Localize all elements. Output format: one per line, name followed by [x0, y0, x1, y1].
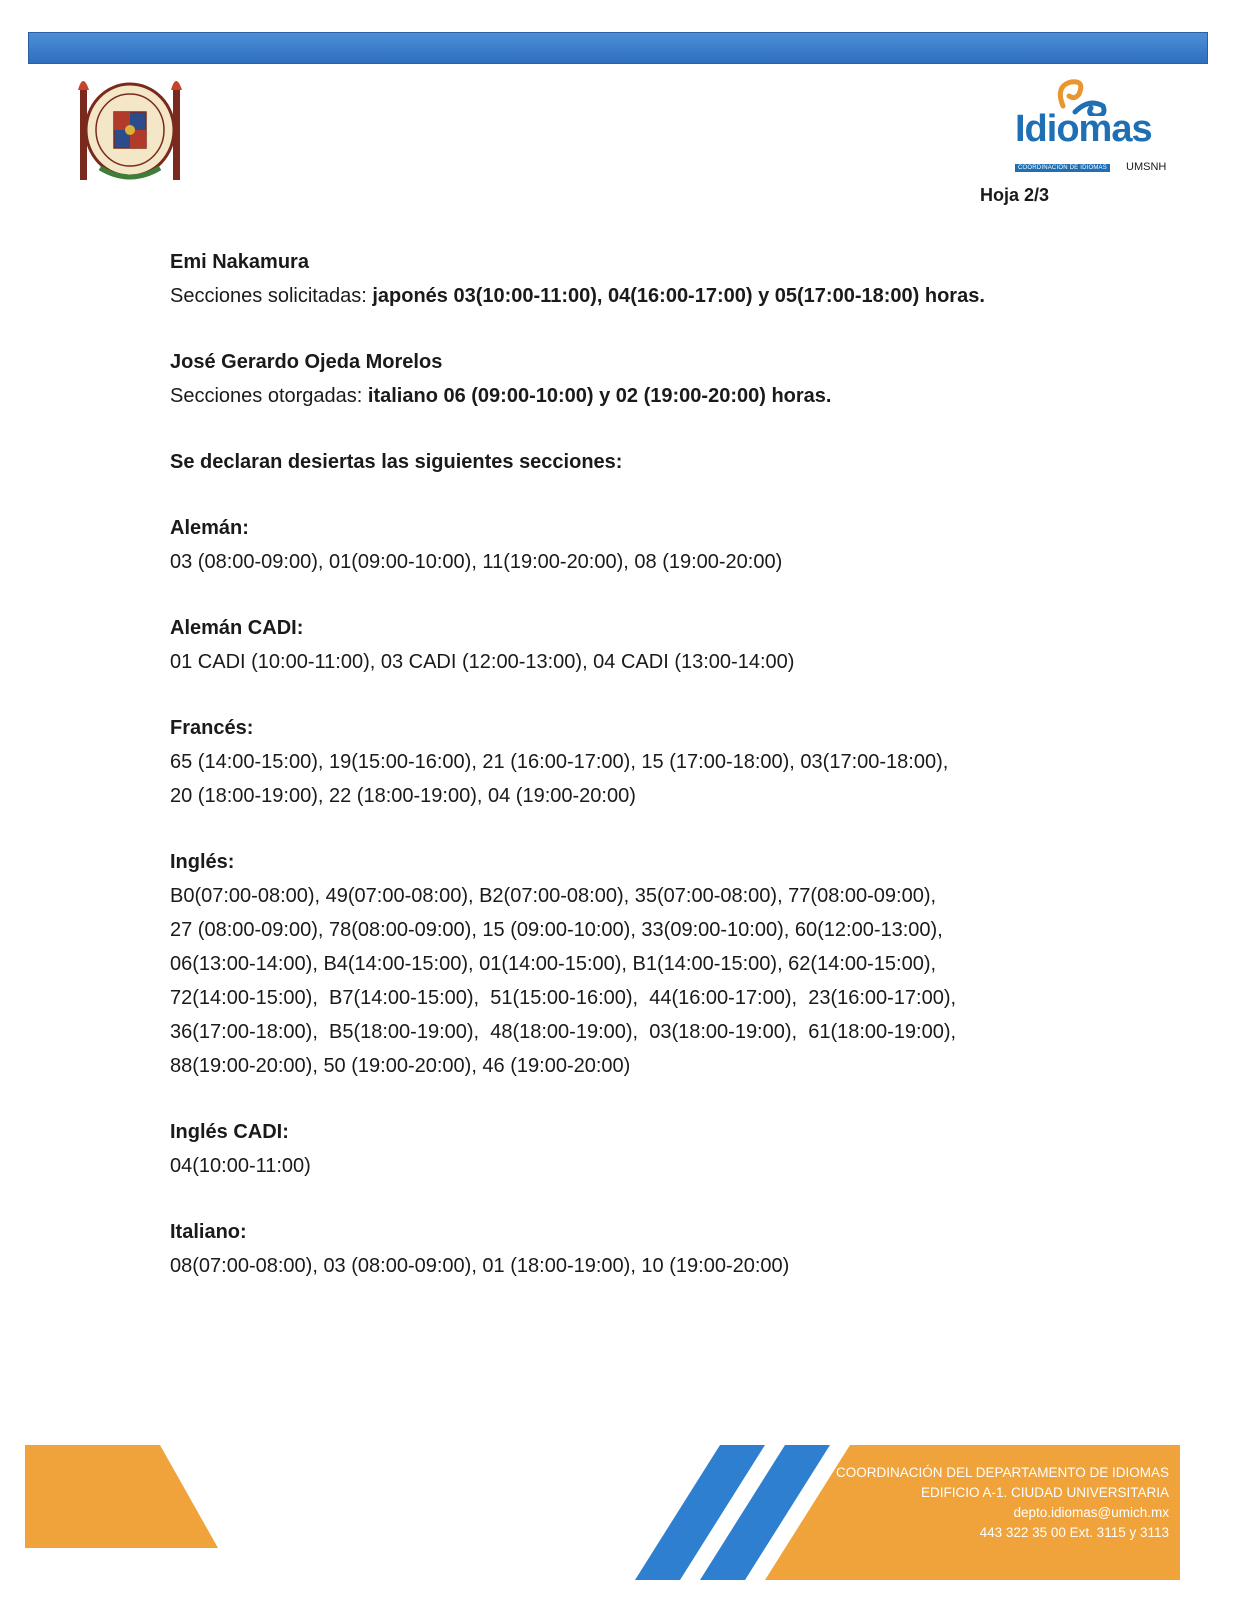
- person-sections: [170, 279, 1070, 313]
- language-title: Inglés CADI:: [170, 1121, 289, 1143]
- header-bar: [28, 32, 1208, 64]
- sections-line: 04(10:00-11:00): [170, 1155, 311, 1177]
- language-aleman: [170, 511, 1070, 579]
- language-title: Francés:: [170, 717, 254, 739]
- logo-subtitle: COORDINACIÓN DE IDIOMAS: [1015, 164, 1110, 172]
- footer-phone: 443 322 35 00 Ext. 3115 y 3113: [979, 1525, 1169, 1540]
- language-title: Alemán CADI:: [170, 617, 304, 639]
- sections-line: 36(17:00-18:00), B5(18:00-19:00), 48(18:00-19:00), 03(18:00-19:00), 61(18:00-19:00),: [170, 1021, 957, 1043]
- language-frances: [170, 711, 1070, 813]
- sections-line: 65 (14:00-15:00), 19(15:00-16:00), 21 (16:00-17:00), 15 (17:00-18:00), 03(17:00-18:00),: [170, 751, 949, 773]
- logo-wordmark: Idiomas: [1015, 108, 1152, 150]
- sections-label: Secciones solicitadas:: [170, 285, 373, 307]
- person-name: Emi Nakamura: [170, 251, 309, 273]
- language-title: Alemán:: [170, 517, 249, 539]
- document-body: [170, 245, 1070, 1315]
- sections-line: 08(07:00-08:00), 03 (08:00-09:00), 01 (18:00-19:00), 10 (19:00-20:00): [170, 1255, 790, 1277]
- footer-orange-left: [25, 1445, 218, 1548]
- sections-label: Secciones otorgadas:: [170, 385, 368, 407]
- sections-line: 20 (18:00-19:00), 22 (18:00-19:00), 04 (19:00-20:00): [170, 785, 636, 807]
- page-indicator: Hoja 2/3: [980, 185, 1050, 205]
- footer-line: EDIFICIO A-1. CIUDAD UNIVERSITARIA: [920, 1485, 1169, 1500]
- person-sections: [170, 379, 1070, 413]
- sections-line: 01 CADI (10:00-11:00), 03 CADI (12:00-13:00), 04 CADI (13:00-14:00): [170, 651, 795, 673]
- person-entry: [170, 245, 1070, 313]
- sections-line: 27 (08:00-09:00), 78(08:00-09:00), 15 (09:00-10:00), 33(09:00-10:00), 60(12:00-13:00),: [170, 919, 943, 941]
- person-name: José Gerardo Ojeda Morelos: [170, 351, 443, 373]
- sections-line: 06(13:00-14:00), B4(14:00-15:00), 01(14:00-15:00), B1(14:00-15:00), 62(14:00-15:00),: [170, 953, 937, 975]
- sections-line: 72(14:00-15:00), B7(14:00-15:00), 51(15:00-16:00), 44(16:00-17:00), 23(16:00-17:00),: [170, 987, 957, 1009]
- sections-value: italiano 06 (09:00-10:00) y 02 (19:00-20:00) horas.: [367, 385, 832, 407]
- sections-line: 88(19:00-20:00), 50 (19:00-20:00), 46 (19:00-20:00): [170, 1055, 631, 1077]
- idiomas-logo: [1015, 76, 1185, 176]
- language-aleman-cadi: [170, 611, 1070, 679]
- person-entry: [170, 345, 1070, 413]
- sections-line: 03 (08:00-09:00), 01(09:00-10:00), 11(19:00-20:00), 08 (19:00-20:00): [170, 551, 783, 573]
- footer-contact: [769, 1463, 1169, 1543]
- university-seal-icon: [70, 70, 190, 188]
- footer-email: depto.idiomas@umich.mx: [1013, 1505, 1169, 1520]
- language-ingles: [170, 845, 1070, 1083]
- language-title: Inglés:: [170, 851, 235, 873]
- deserted-heading: Se declaran desiertas las siguientes secciones:: [170, 451, 623, 473]
- language-italiano: [170, 1215, 1070, 1283]
- sections-value: japonés 03(10:00-11:00), 04(16:00-17:00) y 05(17:00-18:00) horas.: [372, 285, 985, 307]
- sections-line: B0(07:00-08:00), 49(07:00-08:00), B2(07:00-08:00), 35(07:00-08:00), 77(08:00-09:00),: [170, 885, 937, 907]
- logo-org: UMSNH: [1126, 161, 1167, 173]
- language-ingles-cadi: [170, 1115, 1070, 1183]
- language-title: Italiano:: [170, 1221, 247, 1243]
- footer-line: COORDINACIÓN DEL DEPARTAMENTO DE IDIOMAS: [835, 1465, 1169, 1480]
